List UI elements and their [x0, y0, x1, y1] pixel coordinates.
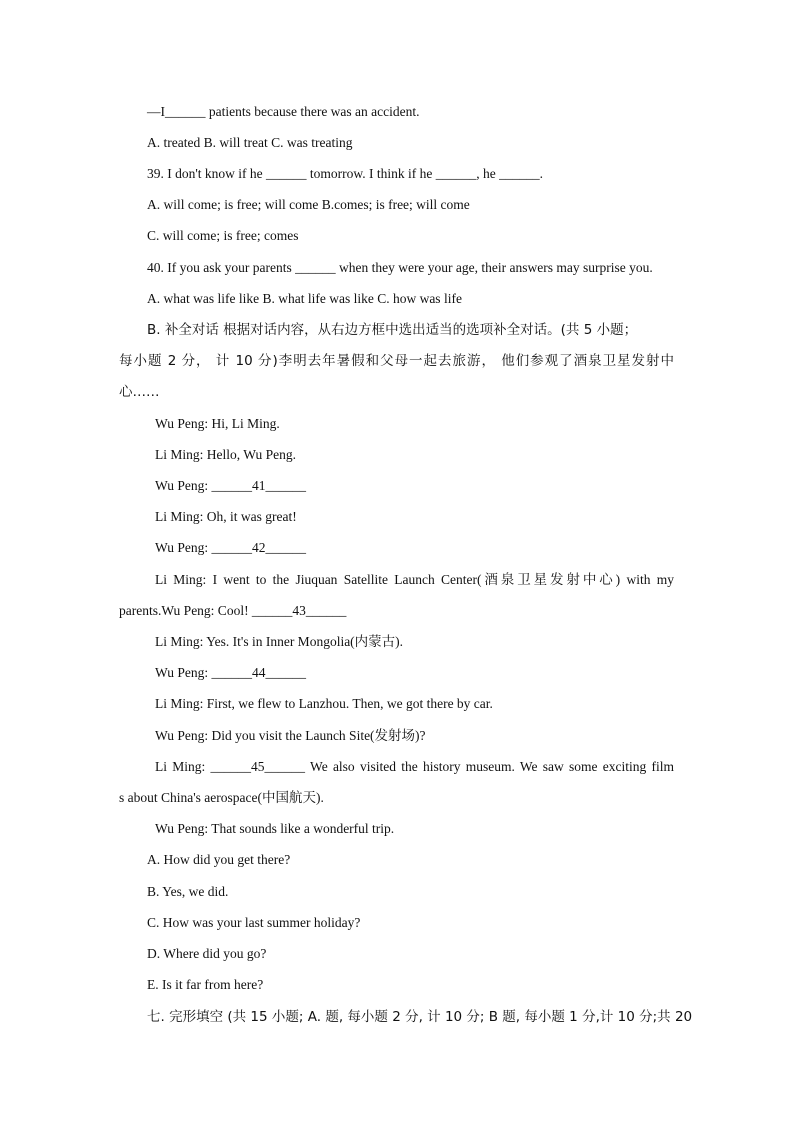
option-e: E. Is it far from here?: [147, 977, 264, 992]
section-7-heading: 七. 完形填空 (共 15 小题; A. 题, 每小题 2 分, 计 10 分; B 题, 每小题 1 分,计 10 分;共 20: [147, 1009, 693, 1025]
option-c: C. How was your last summer holiday?: [147, 915, 361, 930]
question-38-options: A. treated B. will treat C. was treating: [147, 135, 353, 150]
option-b: B. Yes, we did.: [147, 884, 229, 899]
dialogue-blank-42: Wu Peng: ______42______: [155, 540, 306, 555]
question-40-stem: 40. If you ask your parents ______ when they were your age, their answers may surprise you.: [147, 260, 653, 275]
dialogue-line: Li Ming: First, we flew to Lanzhou. Then, we got there by car.: [155, 696, 493, 711]
dialogue-line: s about China's aerospace(中国航天).: [119, 790, 324, 805]
dialogue-blank-45: Li Ming: ______45______ We also visited the history museum. We saw some exciting film: [155, 759, 674, 774]
dialogue-line: Li Ming: Hello, Wu Peng.: [155, 447, 296, 462]
section-b-instructions-line-1: B. 补全对话 根据对话内容，从右边方框中选出适当的选项补全对话。(共 5 小题；: [147, 322, 638, 338]
dialogue-line: Li Ming: Yes. It's in Inner Mongolia(内蒙古).: [155, 634, 404, 649]
dialogue-blank-44: Wu Peng: ______44______: [155, 665, 306, 680]
dialogue-line: Li Ming: I went to the Jiuquan Satellite Launch Center(酒泉卫星发射中心) with my: [155, 572, 674, 587]
dialogue-line: Wu Peng: That sounds like a wonderful trip.: [155, 821, 395, 836]
dialogue-line: Li Ming: Oh, it was great!: [155, 509, 297, 524]
dialogue-blank-43: parents.Wu Peng: Cool! ______43______: [119, 603, 347, 618]
question-40-options: A. what was life like B. what life was like C. how was life: [147, 291, 462, 306]
option-d: D. Where did you go?: [147, 946, 267, 961]
section-b-instructions-line-3: 心……: [119, 384, 160, 400]
question-39-stem: 39. I don't know if he ______ tomorrow. I think if he ______, he ______.: [147, 166, 544, 181]
question-39-option-c: C. will come; is free; comes: [147, 228, 299, 243]
dialogue-line: Wu Peng: Hi, Li Ming.: [155, 416, 280, 431]
section-b-instructions-line-2: 每小题 2 分， 计 10 分)李明去年暑假和父母一起去旅游， 他们参观了酒泉卫星发射中: [119, 353, 674, 369]
question-38-answer-line: —I______ patients because there was an accident.: [147, 104, 420, 119]
dialogue-blank-41: Wu Peng: ______41______: [155, 478, 306, 493]
question-39-options-ab: A. will come; is free; will come B.comes; is free; will come: [147, 197, 470, 212]
dialogue-line: Wu Peng: Did you visit the Launch Site(发射场)?: [155, 728, 426, 743]
option-a: A. How did you get there?: [147, 852, 291, 867]
